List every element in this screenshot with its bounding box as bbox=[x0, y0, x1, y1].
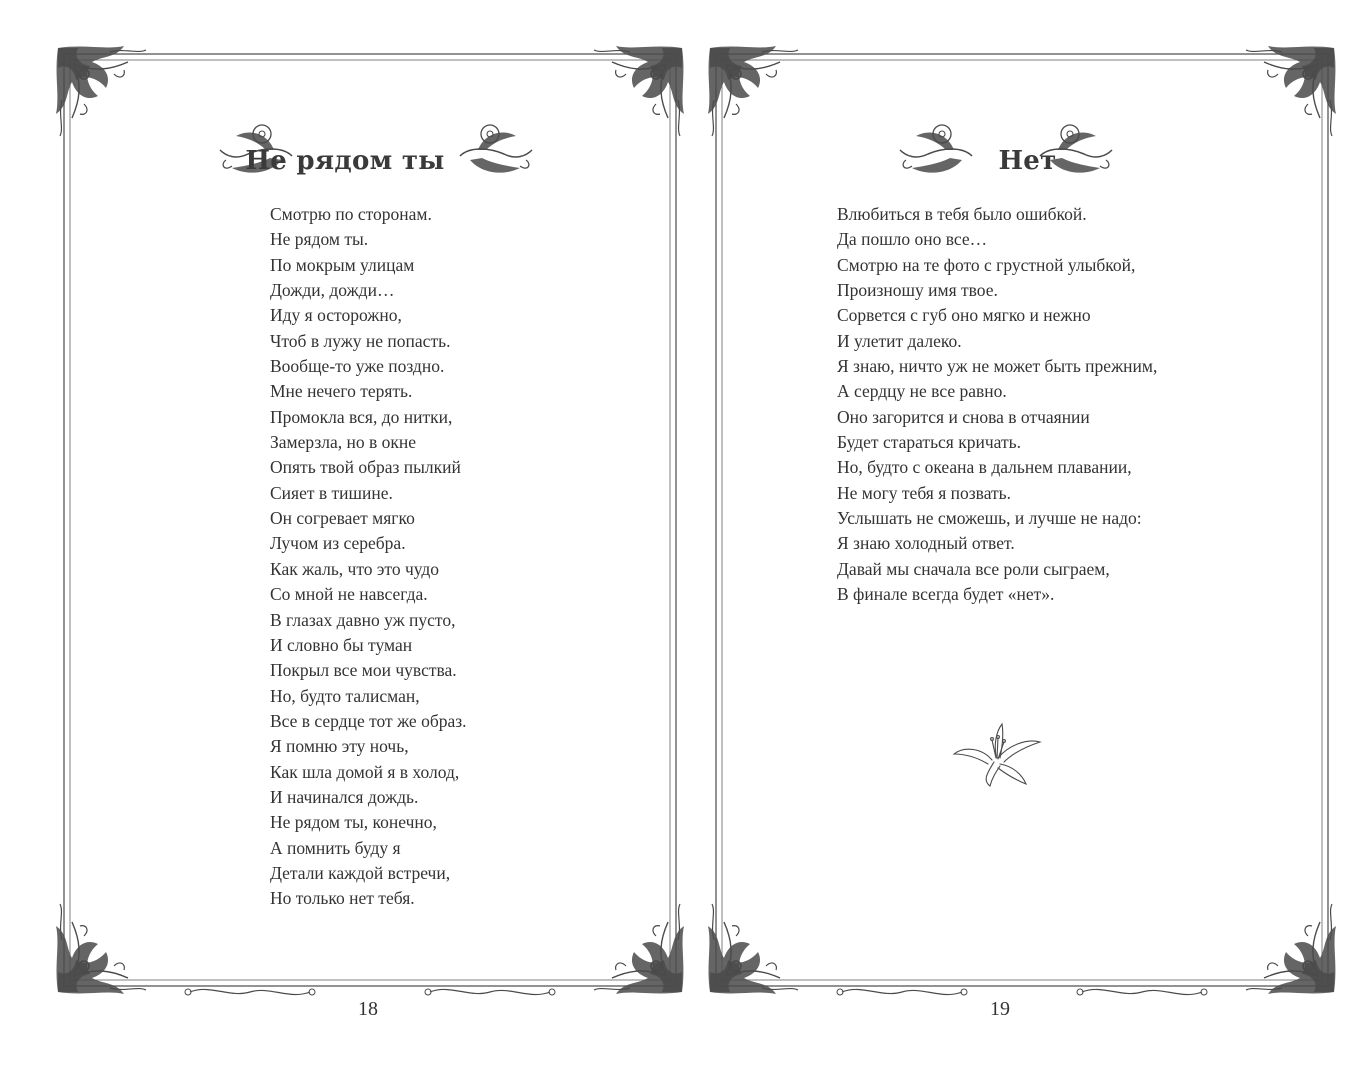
poem-line: Но, будто талисман, bbox=[270, 685, 420, 706]
poem-line: Но только нет тебя. bbox=[270, 888, 415, 909]
poem-line: Не рядом ты, конечно, bbox=[270, 812, 437, 833]
poem-line: Лучом из серебра. bbox=[270, 533, 406, 554]
poem-title: Не рядом ты bbox=[245, 146, 445, 176]
poem-line: Сияет в тишине. bbox=[270, 482, 393, 503]
poem-line: И начинался дождь. bbox=[270, 786, 419, 807]
poem-line: Дожди, дожди… bbox=[270, 280, 395, 301]
poem-line: Замерзла, но в окне bbox=[270, 432, 417, 453]
poem-line: Но, будто с океана в дальнем плавании, bbox=[837, 457, 1132, 478]
poem-line: Я знаю, ничто уж не может быть прежним, bbox=[837, 356, 1158, 377]
poem-line: Влюбиться в тебя было ошибкой. bbox=[837, 204, 1087, 224]
poem-line: Покрыл все мои чувства. bbox=[270, 660, 457, 681]
poem-line: Произношу имя твое. bbox=[837, 280, 998, 301]
poem-line: Мне нечего терять. bbox=[270, 381, 413, 402]
poem-line: Детали каждой встречи, bbox=[270, 862, 451, 883]
poem-line: По мокрым улицам bbox=[270, 254, 415, 275]
poem-line: Я помню эту ночь, bbox=[270, 736, 409, 757]
poem-line: Услышать не сможешь, и лучше не надо: bbox=[837, 508, 1142, 529]
page-number: 19 bbox=[990, 998, 1010, 1020]
poem-title: Нет bbox=[998, 146, 1057, 176]
poem-line: А сердцу не все равно. bbox=[837, 381, 1007, 402]
page-number: 18 bbox=[358, 998, 378, 1020]
poem-line: Оно загорится и снова в отчаянии bbox=[837, 406, 1090, 427]
poem-body bbox=[837, 202, 1157, 608]
poem-line: Все в сердце тот же образ. bbox=[270, 710, 467, 731]
poem-line: А помнить буду я bbox=[270, 837, 401, 858]
poem-body bbox=[270, 202, 467, 912]
poem-line: И улетит далеко. bbox=[837, 330, 962, 351]
lily-flower-icon bbox=[952, 718, 1042, 788]
poem-line: Он согревает мягко bbox=[270, 508, 415, 529]
poem-line: Как шла домой я в холод, bbox=[270, 761, 460, 782]
poem-line: Со мной не навсегда. bbox=[270, 584, 428, 605]
poem-line: Как жаль, что это чудо bbox=[270, 558, 440, 579]
poem-line: Будет стараться кричать. bbox=[837, 432, 1021, 453]
poem-line: Давай мы сначала все роли сыграем, bbox=[837, 558, 1110, 579]
poem-line: И словно бы туман bbox=[270, 634, 413, 655]
poem-line: В глазах давно уж пусто, bbox=[270, 609, 456, 630]
poem-line: Смотрю по сторонам. bbox=[270, 204, 432, 224]
poem-line: В финале всегда будет «нет». bbox=[837, 584, 1055, 605]
poem-line: Смотрю на те фото с грустной улыбкой, bbox=[837, 254, 1136, 275]
poem-line: Иду я осторожно, bbox=[270, 305, 402, 326]
poem-line: Сорвется с губ оно мягко и нежно bbox=[837, 305, 1091, 326]
poem-line: Я знаю холодный ответ. bbox=[837, 533, 1015, 554]
poem-line: Промокла вся, до нитки, bbox=[270, 406, 453, 427]
poem-line: Не могу тебя я позвать. bbox=[837, 482, 1012, 503]
poem-line: Опять твой образ пылкий bbox=[270, 457, 461, 478]
poem-line: Чтоб в лужу не попасть. bbox=[270, 330, 451, 351]
poem-line: Вообще-то уже поздно. bbox=[270, 356, 445, 377]
poem-line: Не рядом ты. bbox=[270, 229, 369, 250]
poem-line: Да пошло оно все… bbox=[837, 229, 988, 250]
right-page bbox=[690, 0, 1365, 1080]
